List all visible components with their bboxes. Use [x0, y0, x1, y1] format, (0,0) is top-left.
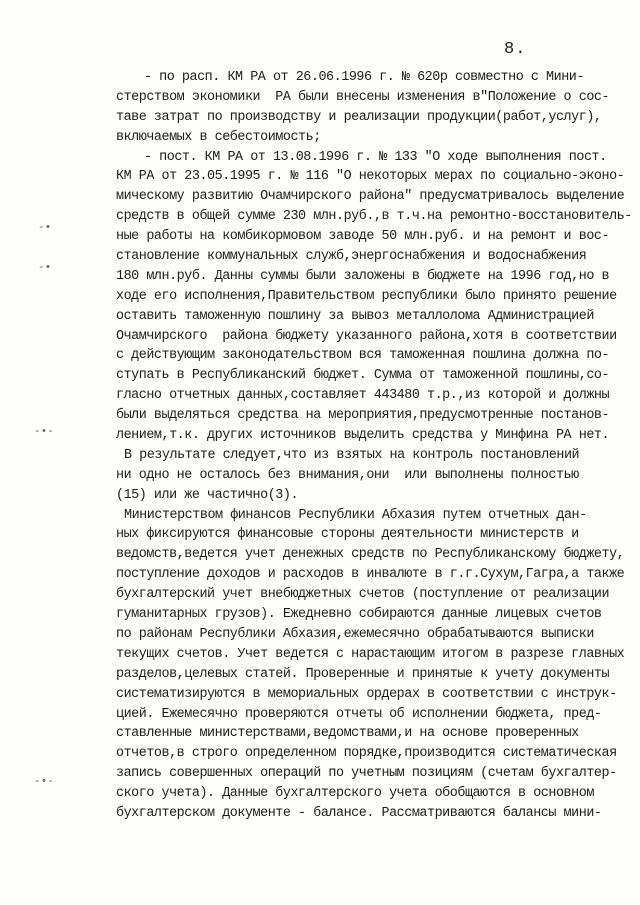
page-number: 8.: [504, 40, 527, 59]
text-line: поступление доходов и расходов в инвалюте в г.г.Сухум,Гагра,а также: [116, 567, 625, 583]
text-line: стерством экономики РА были внесены изменения в"Положение о сос-: [116, 89, 610, 105]
text-line: ные работы на комбикормовом заводе 50 млн.руб. и на ремонт и вос-: [116, 229, 610, 245]
text-line: 180 млн.руб. Данны суммы были заложены в бюджете на 1996 год,но в: [116, 268, 610, 284]
text-line: были выделяться средства на мероприятия,предусмотренные постанов-: [116, 408, 610, 424]
text-line: текущих счетов. Учет ведется с нарастающим итогом в разрезе главных: [116, 646, 625, 662]
text-line: ступать в Республиканский бюджет. Сумма от таможенной пошлины,со-: [116, 368, 610, 384]
text-line: - по расп. КМ РА от 26.06.1996 г. № 620р совместно с Мини-: [144, 70, 584, 85]
text-line: ведомств,ведется учет денежных средств по Республиканскому бюджету,: [116, 547, 625, 563]
document-body: [116, 68, 632, 824]
text-line: ни одно не осталось без внимания,они или выполнены полностью: [116, 467, 579, 483]
text-line: гласно отчетных данных,составляет 443480 т.р.,из которой и должны: [116, 388, 610, 404]
text-line: лением,т.к. других источников выделить средства у Минфина РА нет.: [116, 428, 610, 444]
text-line: - пост. КМ РА от 13.08.1996 г. № 133 "О ходе выполнения пост.: [144, 149, 607, 165]
text-line: таве затрат по производству и реализации продукции(работ,услуг),: [116, 109, 602, 125]
text-line: по районам Республики Абхазия,ежемесячно обрабатываются выписки: [116, 626, 594, 642]
text-line: Очамчирского района бюджету указанного района,хотя в соответствии: [116, 328, 617, 344]
text-line: запись совершенных операций по учетным позициям (счетам бухгалтер-: [116, 766, 617, 782]
text-line: с действующим законодательством вся таможенная пошлина должна по-: [116, 348, 610, 364]
text-line: систематизируются в мемориальных ордерах в соответствии с инструк-: [116, 686, 617, 702]
text-line: оставить таможенную пошлину за вывоз металлолома Администрацией: [116, 308, 594, 324]
text-line: ского учета). Данные бухгалтерского учета обобщаются в основном: [116, 786, 594, 802]
margin-mark: -•: [38, 222, 52, 234]
text-line: отчетов,в строго определенном порядке,производится систематическая: [116, 746, 617, 762]
text-line: цией. Ежемесячно проверяются отчеты об исполнении бюджета, пред-: [116, 706, 602, 722]
text-line: включаемых в себестоимость;: [116, 129, 321, 145]
text-line: мическому развитию Очамчирского района" предусматривалось выделение: [116, 189, 625, 205]
text-line: становление коммунальных служб,энергоснабжения и водоснабжения: [116, 249, 587, 265]
text-line: разделов,целевых статей. Проверенные и принятые к учету документы: [116, 666, 610, 682]
text-line: (15) или же частично(3).: [116, 487, 299, 503]
text-line: средств в общей сумме 230 млн.руб.,в т.ч.на ремонтно-восстановитель-: [116, 209, 632, 225]
text-line: ходе его исполнения,Правительством республики было принято решение: [116, 288, 617, 304]
text-line: В результате следует,что из взятых на контроль постановлений: [124, 447, 580, 463]
text-line: гуманитарных грузов). Ежедневно собираются данные лицевых счетов: [116, 607, 602, 623]
text-line: Министерством финансов Республики Абхазия путем отчетных дан-: [124, 507, 587, 523]
margin-mark: -•: [38, 262, 52, 274]
text-line: КМ РА от 23.05.1995 г. № 116 "О некоторых мерах по социально-эконо-: [116, 169, 625, 185]
text-line: бухгалтерском документе - балансе. Рассматриваются балансы мини-: [116, 805, 602, 821]
text-line: ставленные министерствами,ведомствами,и на основе проверенных: [116, 726, 579, 742]
text-line: бухгалтерский учет внебюджетных счетов (поступление от реализации: [116, 587, 610, 603]
text-line: ных фиксируются финансовые стороны деятельности министерств и: [116, 527, 579, 543]
margin-mark: -•-: [34, 776, 54, 788]
margin-mark: -•-: [34, 426, 54, 438]
